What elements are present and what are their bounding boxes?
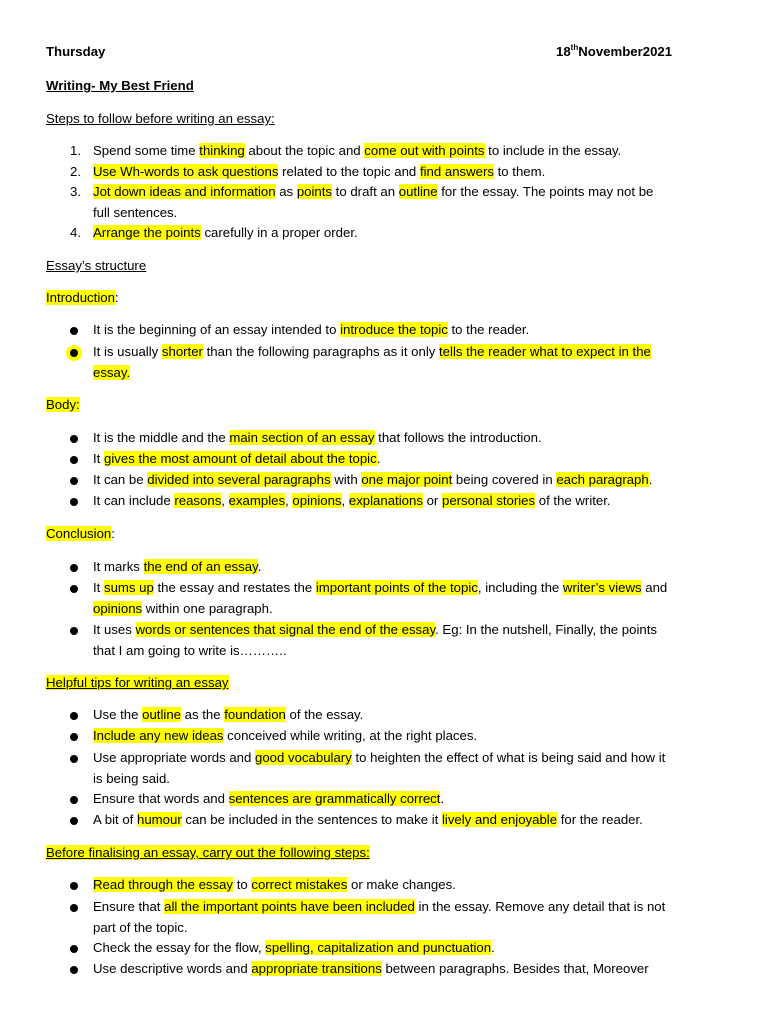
text-run: for the reader.	[557, 812, 643, 827]
text-line	[93, 580, 667, 595]
section-heading-text: Before finalising an essay, carry out the following steps:	[46, 845, 370, 860]
text-run: conceived while writing, at the right places.	[223, 728, 478, 743]
text-line	[93, 750, 665, 765]
text-line	[93, 707, 363, 722]
highlighted-text: divided into several paragraphs	[147, 472, 331, 487]
bullet-icon	[70, 477, 78, 485]
highlighted-text: good vocabulary	[255, 750, 352, 765]
text-line	[93, 493, 611, 508]
text-run: Use appropriate words and	[93, 750, 256, 765]
highlighted-text: all the important points have been included	[164, 899, 415, 914]
text-run: or make changes.	[347, 877, 456, 892]
highlighted-text: words or sentences that signal the end of the essay	[135, 622, 436, 637]
header-day: Thursday	[46, 44, 106, 59]
text-run: It	[93, 580, 104, 595]
structure-heading: Essay’s structure	[46, 258, 147, 273]
text-line	[93, 472, 652, 487]
text-run: part of the topic.	[93, 920, 188, 935]
highlighted-text: writer’s views	[562, 580, 642, 595]
text-run: , including the	[477, 580, 563, 595]
bullet-icon	[70, 498, 78, 506]
section-heading-text: Conclusion	[46, 526, 112, 541]
text-run: to	[233, 877, 252, 892]
text-line	[93, 812, 643, 827]
highlighted-text: main section of an essay	[229, 430, 375, 445]
date-number: 18	[556, 44, 571, 59]
highlighted-text: humour	[137, 812, 182, 827]
highlighted-text: spelling, capitalization and punctuation	[265, 940, 492, 955]
highlighted-text: each paragraph	[556, 472, 649, 487]
text-run: that follows the introduction.	[374, 430, 542, 445]
bullet-icon	[70, 327, 78, 335]
text-line	[93, 622, 657, 637]
steps-heading: Steps to follow before writing an essay:	[46, 111, 275, 126]
text-run: that I am going to write is………..	[93, 643, 287, 658]
section-heading-text: Body:	[46, 397, 80, 412]
highlighted-text: opinions	[93, 601, 143, 616]
text-run: to them.	[493, 164, 546, 179]
text-line	[93, 365, 130, 380]
text-run: full sentences.	[93, 205, 178, 220]
highlighted-text: lively and enjoyable	[441, 812, 558, 827]
text-run: ,	[341, 493, 349, 508]
bullet-icon	[70, 755, 78, 763]
text-run: Ensure that	[93, 899, 165, 914]
highlighted-text: appropriate transitions	[251, 961, 382, 976]
text-run: .	[376, 451, 381, 466]
highlighted-text: explanations	[348, 493, 423, 508]
bullet-icon	[70, 733, 78, 741]
step-number: 1.	[70, 143, 81, 158]
bullet-icon	[70, 585, 78, 593]
text-line	[93, 322, 529, 337]
section-heading	[46, 526, 115, 541]
section-heading	[46, 675, 229, 690]
text-line	[93, 791, 444, 806]
text-run: Spend some time	[93, 143, 200, 158]
text-line	[93, 920, 188, 935]
text-run: of the writer.	[535, 493, 611, 508]
highlighted-text: foundation	[224, 707, 286, 722]
highlighted-text: important points of the topic	[315, 580, 478, 595]
text-run: ,	[285, 493, 293, 508]
text-run: with	[330, 472, 362, 487]
text-line	[93, 940, 495, 955]
bullet-icon	[70, 796, 78, 804]
text-run: to heighten the effect of what is being said and how it	[351, 750, 666, 765]
text-run: . Eg: In the nutshell, Finally, the points	[435, 622, 657, 637]
bullet-icon	[70, 966, 78, 974]
highlighted-text: Arrange the points	[93, 225, 201, 240]
bullet-icon	[70, 456, 78, 464]
section-heading-text: Helpful tips for writing an essay	[46, 675, 229, 690]
bullet-icon	[70, 627, 78, 635]
highlighted-text: sums up	[104, 580, 154, 595]
bullet-icon	[70, 882, 78, 890]
step-number: 3.	[70, 184, 81, 199]
text-run: as the	[181, 707, 225, 722]
highlighted-text: thinking	[199, 143, 245, 158]
text-line	[93, 877, 456, 892]
text-run: being covered in	[452, 472, 557, 487]
text-run: to the reader.	[447, 322, 530, 337]
text-run: It can be	[93, 472, 148, 487]
text-line	[93, 643, 287, 658]
text-run: to include in the essay.	[484, 143, 622, 158]
text-run: than the following paragraphs as it only	[202, 344, 440, 359]
highlighted-text: outline	[398, 184, 438, 199]
step-number: 4.	[70, 225, 81, 240]
text-line	[93, 728, 477, 743]
highlighted-text: personal stories	[441, 493, 536, 508]
date-month-year: November2021	[578, 44, 673, 59]
text-line	[93, 451, 380, 466]
highlighted-text: points	[296, 184, 333, 199]
text-run: can be included in the sentences to make it	[181, 812, 442, 827]
highlighted-text: come out with points	[364, 143, 485, 158]
text-run: related to the topic and	[278, 164, 420, 179]
text-run: It marks	[93, 559, 144, 574]
text-run: Ensure that words and	[93, 791, 229, 806]
text-line	[93, 559, 261, 574]
highlighted-text: one major point	[361, 472, 453, 487]
highlighted-text: find answers	[419, 164, 494, 179]
text-run: ,	[221, 493, 229, 508]
text-run: Check the essay for the flow,	[93, 940, 266, 955]
highlighted-text: examples	[228, 493, 286, 508]
text-run: as	[275, 184, 297, 199]
text-run: .	[648, 472, 653, 487]
highlighted-text: introduce the topic	[340, 322, 448, 337]
highlighted-text: Include any new ideas	[93, 728, 224, 743]
text-run: .	[440, 791, 445, 806]
text-line	[93, 225, 358, 240]
text-run: carefully in a proper order.	[200, 225, 358, 240]
bullet-icon	[70, 435, 78, 443]
text-run: A bit of	[93, 812, 137, 827]
text-run: within one paragraph.	[142, 601, 273, 616]
section-heading-text: Introduction	[46, 290, 115, 305]
highlighted-text: reasons	[174, 493, 222, 508]
text-run: It uses	[93, 622, 136, 637]
highlighted-text: outline	[142, 707, 181, 722]
text-run: Use the	[93, 707, 143, 722]
text-run: in the essay. Remove any detail that is not	[414, 899, 666, 914]
text-run: between paragraphs. Besides that, Moreover	[381, 961, 649, 976]
text-run: is being said.	[93, 771, 170, 786]
header-date	[556, 44, 672, 59]
section-heading	[46, 397, 80, 412]
heading-colon: :	[111, 526, 115, 541]
text-line	[93, 205, 177, 220]
text-line	[93, 430, 542, 445]
highlighted-text: correct mistakes	[251, 877, 348, 892]
highlighted-text: the end of an essay	[143, 559, 258, 574]
text-line	[93, 961, 649, 976]
text-line	[93, 164, 545, 179]
text-line	[93, 899, 665, 914]
text-run: of the essay.	[285, 707, 364, 722]
text-run: the essay and restates the	[153, 580, 316, 595]
highlighted-text: tells the reader what to expect in the	[439, 344, 651, 359]
text-run: .	[257, 559, 262, 574]
highlighted-text: Use Wh-words to ask questions	[93, 164, 279, 179]
bullet-icon	[70, 817, 78, 825]
text-run: It is the beginning of an essay intended to	[93, 322, 341, 337]
section-heading	[46, 290, 119, 305]
text-run: and	[641, 580, 668, 595]
bullet-icon	[70, 564, 78, 572]
text-run: Use descriptive words and	[93, 961, 252, 976]
step-number: 2.	[70, 164, 81, 179]
heading-colon: :	[114, 290, 119, 305]
bullet-icon	[70, 349, 78, 357]
text-line	[93, 771, 170, 786]
text-run: It is the middle and the	[93, 430, 230, 445]
text-run: for the essay. The points may not be	[437, 184, 654, 199]
text-run: .	[491, 940, 495, 955]
highlighted-text: sentences are grammatically correct	[228, 791, 441, 806]
text-line	[93, 143, 621, 158]
text-run: It	[93, 451, 104, 466]
text-run: about the topic and	[244, 143, 365, 158]
highlighted-text: essay.	[93, 365, 131, 380]
text-run: It is usually	[93, 344, 162, 359]
highlighted-text: Jot down ideas and information	[93, 184, 276, 199]
bullet-icon	[70, 945, 78, 953]
text-run: It can include	[93, 493, 175, 508]
document-title: Writing- My Best Friend	[46, 78, 194, 93]
bullet-icon	[70, 904, 78, 912]
bullet-icon	[70, 712, 78, 720]
text-line	[93, 601, 273, 616]
text-line	[93, 184, 653, 199]
highlighted-text: shorter	[161, 344, 203, 359]
date-suffix: th	[570, 43, 579, 52]
text-run: or	[422, 493, 442, 508]
highlighted-text: Read through the essay	[93, 877, 234, 892]
text-line	[93, 344, 651, 359]
highlighted-text: gives the most amount of detail about the topic	[104, 451, 377, 466]
text-run: to draft an	[332, 184, 399, 199]
highlighted-text: opinions	[292, 493, 342, 508]
section-heading	[46, 845, 370, 860]
